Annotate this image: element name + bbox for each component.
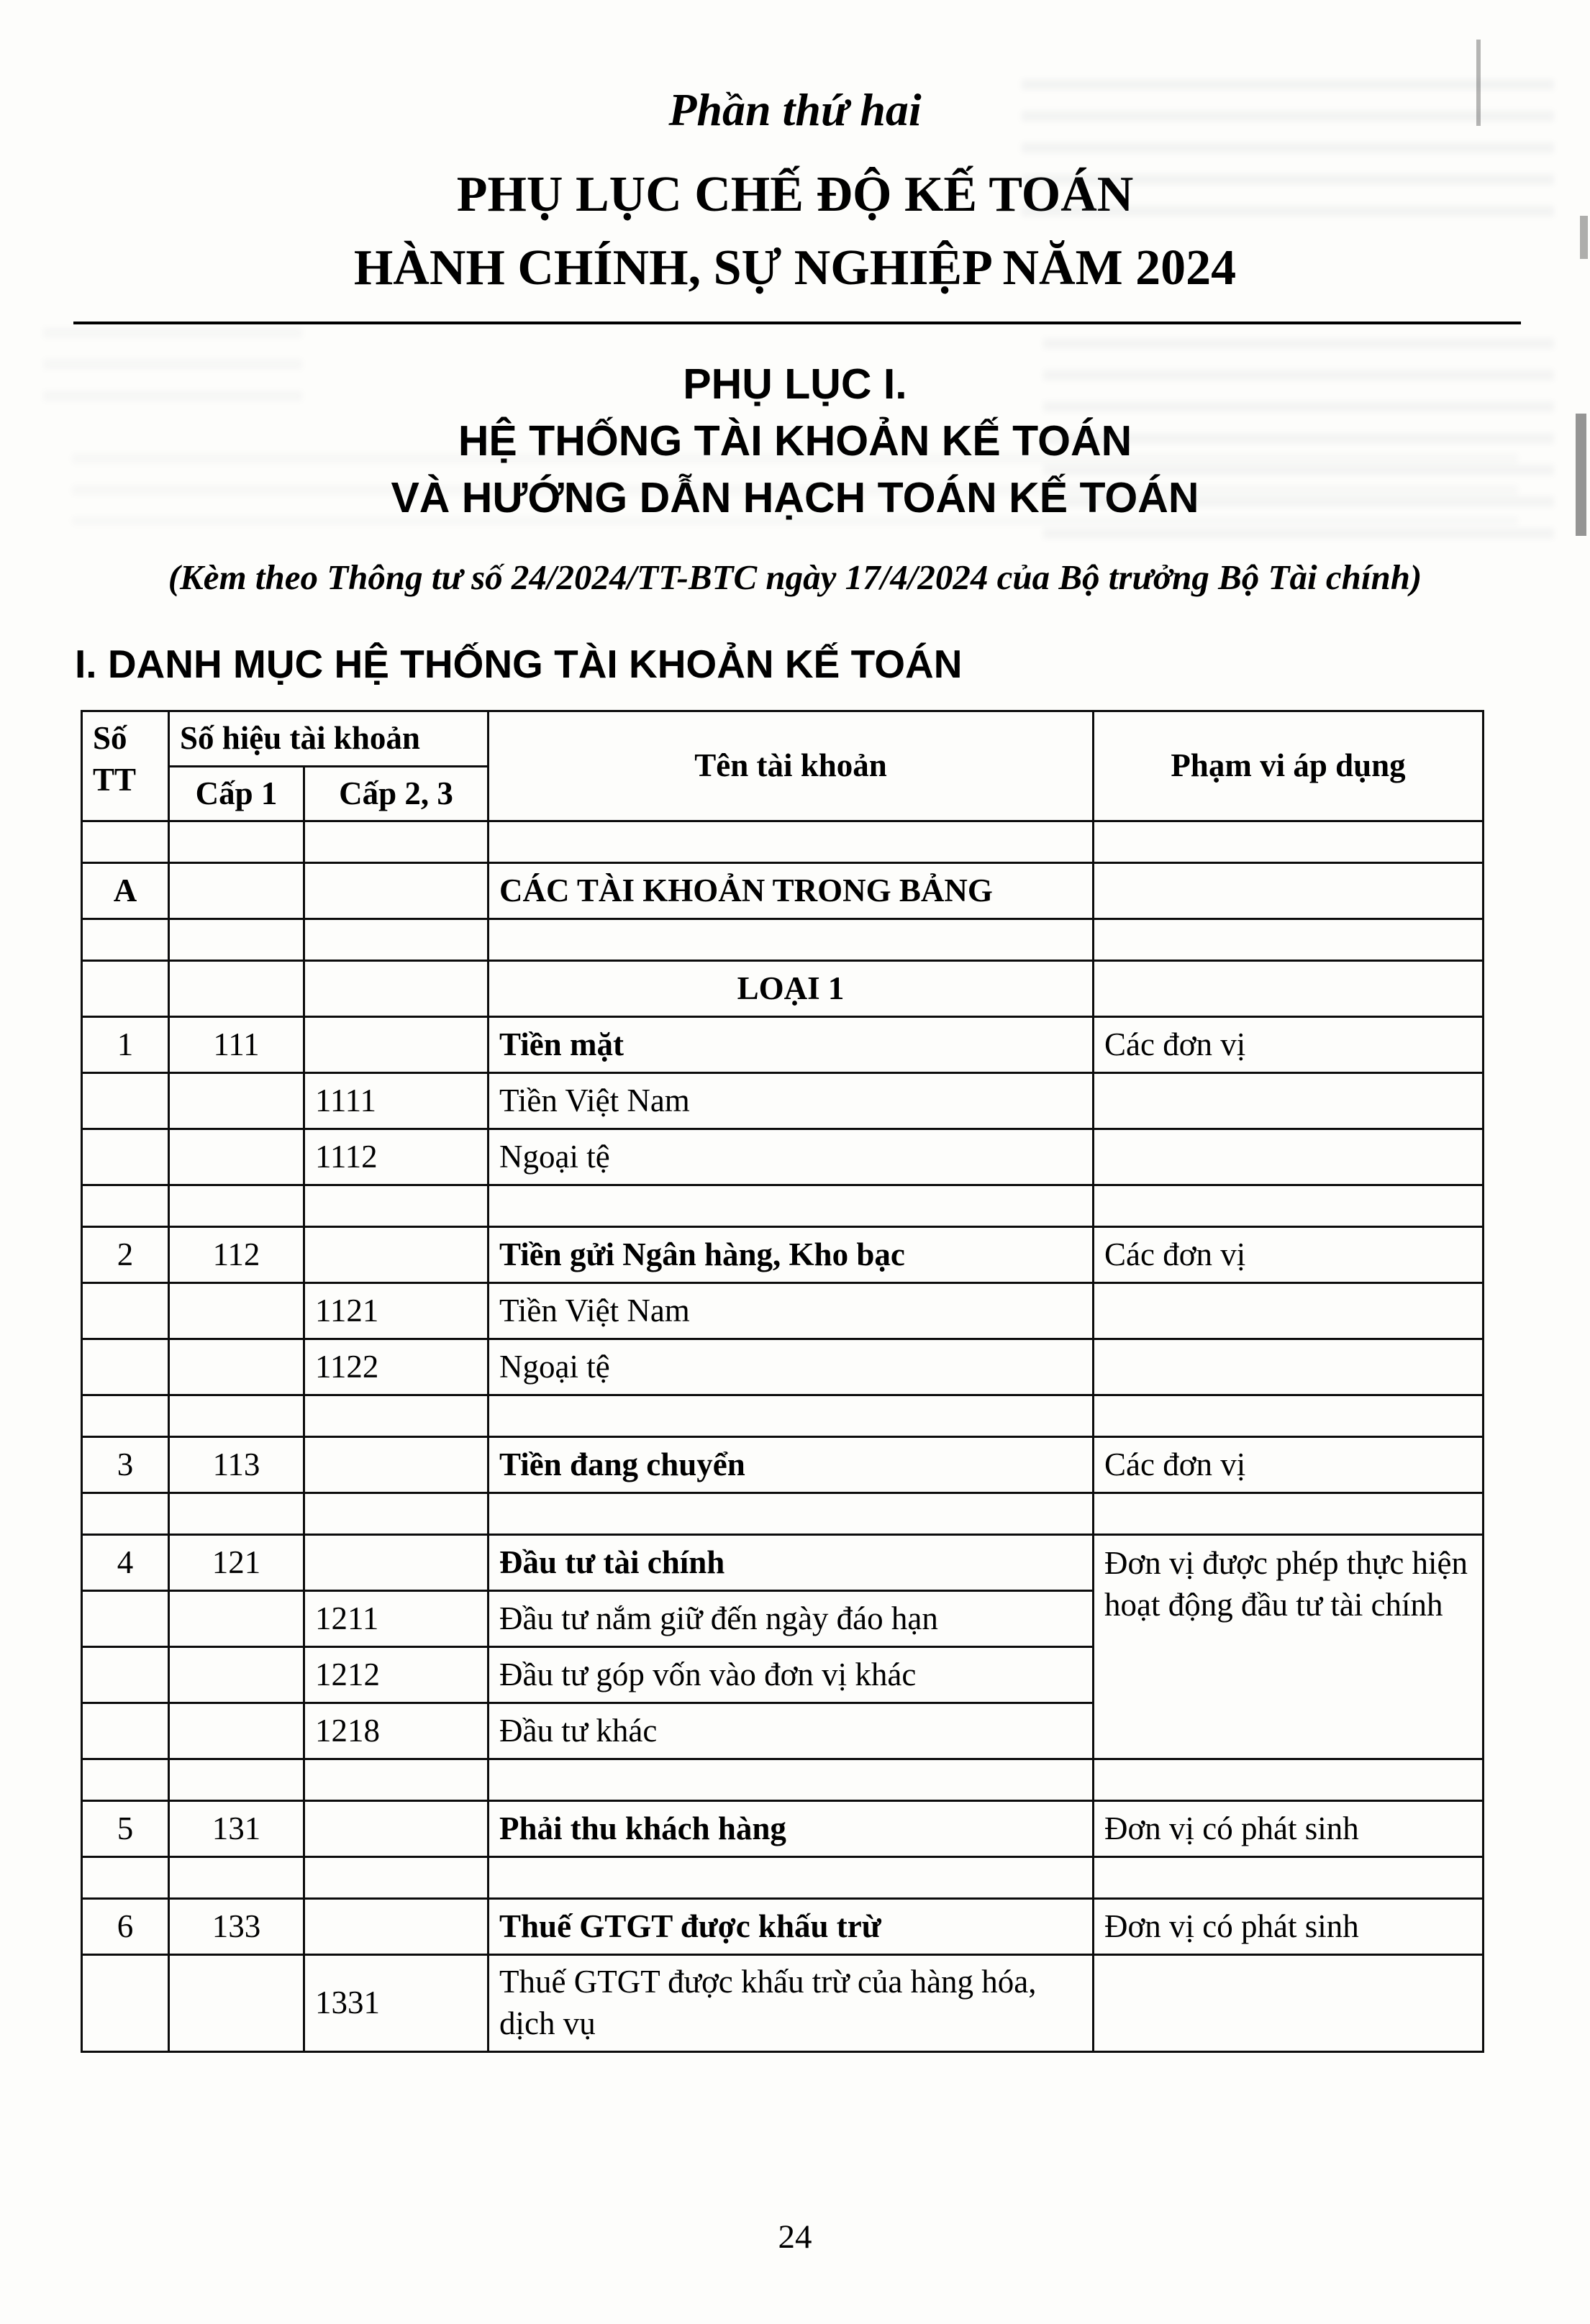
cell-scope: [1094, 863, 1484, 919]
cell-stt: [82, 1395, 169, 1437]
table-spacer-row: [82, 1759, 1484, 1801]
cell-cap1: [169, 1339, 304, 1395]
cell-cap23: [304, 1899, 489, 1955]
cell-stt: [82, 1857, 169, 1899]
cell-name: Tiền Việt Nam: [489, 1283, 1094, 1339]
cell-scope: [1094, 1129, 1484, 1185]
cell-cap23: 1211: [304, 1591, 489, 1647]
header-stt: [82, 711, 169, 821]
cell-name: LOẠI 1: [489, 961, 1094, 1017]
horizontal-rule: [73, 322, 1521, 324]
cell-scope: Các đơn vị: [1094, 1227, 1484, 1283]
part-title: Phần thứ hai: [668, 84, 922, 135]
cell-cap23: [304, 1185, 489, 1227]
table-row: [82, 1899, 1484, 1955]
cell-scope: Các đơn vị: [1094, 1437, 1484, 1493]
header-cap1: Cấp 1: [169, 766, 304, 821]
cell-name: Thuế GTGT được khấu trừ: [489, 1899, 1094, 1955]
cell-stt: [82, 1129, 169, 1185]
table-row: [82, 863, 1484, 919]
cell-stt: [82, 1493, 169, 1535]
table-row: [82, 1017, 1484, 1073]
cell-name: CÁC TÀI KHOẢN TRONG BẢNG: [489, 863, 1094, 919]
cell-stt: [82, 961, 169, 1017]
cell-cap23: [304, 1857, 489, 1899]
cell-cap1: [169, 961, 304, 1017]
cell-stt: [82, 1703, 169, 1759]
cell-name: Thuế GTGT được khấu trừ của hàng hóa, dịch vụ: [489, 1955, 1094, 2051]
cell-name: [489, 919, 1094, 961]
cell-name: Ngoại tệ: [489, 1129, 1094, 1185]
account-table-head: [82, 711, 1484, 821]
cell-scope: Đơn vị có phát sinh: [1094, 1899, 1484, 1955]
cell-cap1: [169, 1955, 304, 2051]
cell-scope: [1094, 1395, 1484, 1437]
cell-cap23: 1112: [304, 1129, 489, 1185]
cell-cap1: [169, 1185, 304, 1227]
cell-cap23: [304, 1395, 489, 1437]
cell-scope: [1094, 1185, 1484, 1227]
cell-scope: Các đơn vị: [1094, 1017, 1484, 1073]
page-number: 24: [778, 2218, 812, 2256]
cell-stt: 3: [82, 1437, 169, 1493]
cell-name: Tiền Việt Nam: [489, 1073, 1094, 1129]
appendix-heading: [0, 356, 1590, 527]
cell-cap1: [169, 1703, 304, 1759]
cell-stt: 2: [82, 1227, 169, 1283]
table-row: [82, 1129, 1484, 1185]
cell-scope: [1094, 1857, 1484, 1899]
header-stt-line1: Số: [93, 720, 127, 757]
main-title: [0, 158, 1590, 304]
cell-stt: 6: [82, 1899, 169, 1955]
cell-cap1: 133: [169, 1899, 304, 1955]
table-row: [82, 1339, 1484, 1395]
cell-cap1: [169, 1129, 304, 1185]
cell-cap1: [169, 821, 304, 863]
table-row: [82, 1283, 1484, 1339]
cell-cap1: 113: [169, 1437, 304, 1493]
cell-name: Đầu tư góp vốn vào đơn vị khác: [489, 1647, 1094, 1703]
cell-cap23: [304, 919, 489, 961]
cell-cap23: [304, 1493, 489, 1535]
header-cap23: Cấp 2, 3: [304, 766, 489, 821]
cell-cap1: [169, 1857, 304, 1899]
cell-stt: [82, 1339, 169, 1395]
table-spacer-row: [82, 1857, 1484, 1899]
account-table-body: [82, 821, 1484, 2051]
cell-stt: 4: [82, 1535, 169, 1591]
cell-cap23: 1111: [304, 1073, 489, 1129]
cell-cap1: 121: [169, 1535, 304, 1591]
account-table: [81, 710, 1484, 2052]
table-spacer-row: [82, 821, 1484, 863]
cell-scope: [1094, 919, 1484, 961]
cell-scope: Đơn vị được phép thực hiện hoạt động đầu tư tài chính: [1094, 1535, 1484, 1759]
cell-name: [489, 1759, 1094, 1801]
cell-stt: [82, 1647, 169, 1703]
cell-cap1: [169, 1647, 304, 1703]
cell-cap1: [169, 1283, 304, 1339]
cell-cap23: [304, 1437, 489, 1493]
table-row: [82, 1535, 1484, 1591]
table-row: [82, 1955, 1484, 2051]
header-stt-line2: TT: [93, 761, 137, 798]
header-account-name: Tên tài khoản: [489, 711, 1094, 821]
cell-stt: [82, 1759, 169, 1801]
header-scope: Phạm vi áp dụng: [1094, 711, 1484, 821]
cell-stt: [82, 1591, 169, 1647]
table-row: [82, 1801, 1484, 1857]
cell-cap1: [169, 1073, 304, 1129]
cell-cap1: [169, 863, 304, 919]
cell-cap23: 1331: [304, 1955, 489, 2051]
cell-cap1: 111: [169, 1017, 304, 1073]
cell-cap1: [169, 919, 304, 961]
cell-stt: [82, 1283, 169, 1339]
appendix-subtitle-line1: HỆ THỐNG TÀI KHOẢN KẾ TOÁN: [458, 417, 1132, 465]
cell-name: Đầu tư tài chính: [489, 1535, 1094, 1591]
cell-name: Đầu tư khác: [489, 1703, 1094, 1759]
cell-cap1: 131: [169, 1801, 304, 1857]
cell-cap23: [304, 1801, 489, 1857]
table-row: [82, 961, 1484, 1017]
cell-stt: [82, 919, 169, 961]
cell-cap23: 1122: [304, 1339, 489, 1395]
cell-stt: [82, 1073, 169, 1129]
table-header-row-1: [82, 711, 1484, 767]
cell-name: Ngoại tệ: [489, 1339, 1094, 1395]
cell-cap23: [304, 863, 489, 919]
cell-scope: [1094, 1955, 1484, 2051]
cell-stt: [82, 1185, 169, 1227]
cell-cap23: [304, 1759, 489, 1801]
cell-cap23: [304, 1017, 489, 1073]
cell-name: [489, 1185, 1094, 1227]
cell-name: Tiền mặt: [489, 1017, 1094, 1073]
cell-scope: [1094, 961, 1484, 1017]
cell-scope: [1094, 1759, 1484, 1801]
cell-cap23: [304, 1227, 489, 1283]
appendix-subtitle-line2: VÀ HƯỚNG DẪN HẠCH TOÁN KẾ TOÁN: [391, 474, 1199, 522]
cell-scope: [1094, 821, 1484, 863]
cell-cap1: [169, 1493, 304, 1535]
cell-stt: 5: [82, 1801, 169, 1857]
cell-cap23: [304, 821, 489, 863]
cell-cap23: 1212: [304, 1647, 489, 1703]
cell-cap23: 1121: [304, 1283, 489, 1339]
cell-name: [489, 1395, 1094, 1437]
cell-name: [489, 1493, 1094, 1535]
cell-cap1: [169, 1591, 304, 1647]
cell-cap1: [169, 1395, 304, 1437]
issued-note: (Kèm theo Thông tư số 24/2024/TT-BTC ngày 17/4/2024 của Bộ trưởng Bộ Tài chính): [168, 557, 1422, 598]
table-spacer-row: [82, 1493, 1484, 1535]
table-row: [82, 1073, 1484, 1129]
table-row: [82, 1437, 1484, 1493]
cell-scope: [1094, 1073, 1484, 1129]
header-account-number: Số hiệu tài khoản: [169, 711, 489, 767]
cell-name: Tiền đang chuyển: [489, 1437, 1094, 1493]
cell-cap23: 1218: [304, 1703, 489, 1759]
cell-scope: Đơn vị có phát sinh: [1094, 1801, 1484, 1857]
main-title-line1: PHỤ LỤC CHẾ ĐỘ KẾ TOÁN: [456, 167, 1134, 222]
cell-cap1: [169, 1759, 304, 1801]
cell-scope: [1094, 1339, 1484, 1395]
cell-stt: 1: [82, 1017, 169, 1073]
cell-name: Đầu tư nắm giữ đến ngày đáo hạn: [489, 1591, 1094, 1647]
table-row: [82, 1227, 1484, 1283]
cell-cap23: [304, 1535, 489, 1591]
table-spacer-row: [82, 1395, 1484, 1437]
cell-name: [489, 1857, 1094, 1899]
cell-scope: [1094, 1493, 1484, 1535]
cell-cap23: [304, 961, 489, 1017]
cell-stt: [82, 821, 169, 863]
cell-scope: [1094, 1283, 1484, 1339]
table-spacer-row: [82, 1185, 1484, 1227]
cell-stt: A: [82, 863, 169, 919]
cell-name: Tiền gửi Ngân hàng, Kho bạc: [489, 1227, 1094, 1283]
section-title: I. DANH MỤC HỆ THỐNG TÀI KHOẢN KẾ TOÁN: [75, 642, 963, 687]
table-spacer-row: [82, 919, 1484, 961]
cell-name: [489, 821, 1094, 863]
cell-stt: [82, 1955, 169, 2051]
main-title-line2: HÀNH CHÍNH, SỰ NGHIỆP NĂM 2024: [353, 240, 1237, 296]
cell-cap1: 112: [169, 1227, 304, 1283]
appendix-title: PHỤ LỤC I.: [683, 360, 907, 408]
cell-name: Phải thu khách hàng: [489, 1801, 1094, 1857]
